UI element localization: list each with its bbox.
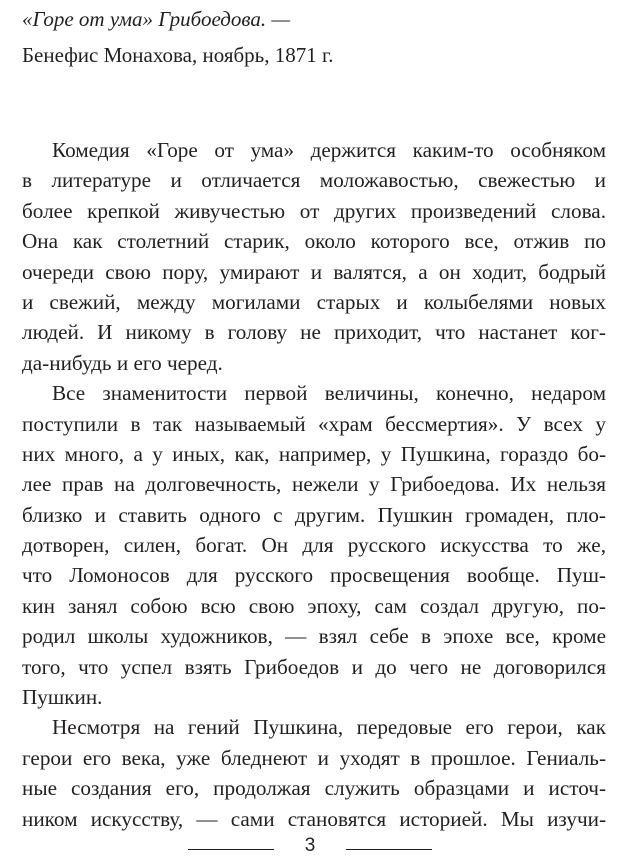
text-line: очереди свою пору, умирают и валятся, а он ходит, бодрый [22, 259, 606, 284]
text-line: Пушкин. [22, 685, 103, 710]
text-line: герои его века, уже бледнеют и уходят в прошлое. Гениаль- [22, 745, 606, 770]
text-line: Она как столетний старик, около которого все, отжив по [22, 229, 606, 254]
text-line: них много, а у иных, как, например, у Пушкина, гораздо бо- [22, 441, 606, 466]
footer-rule-right [346, 849, 432, 850]
text-line: поступили в так называемый «храм бессмертия». У всех у [22, 411, 606, 436]
text-line: Комедия «Горе от ума» держится каким-то особняком [52, 138, 606, 162]
text-line: что Ломоносов для русского просвещения вообще. Пуш- [22, 563, 606, 588]
heading-title-italic: «Горе от ума» Грибоедова. — [22, 7, 291, 31]
text-line: людей. И никому в голову не приходит, что настанет ког- [22, 320, 606, 345]
text-line: близко и ставить одного с другим. Пушкин громаден, пло- [22, 502, 606, 527]
text-line: ником искусству, — сами становятся историей. Мы изучи- [22, 806, 606, 831]
chapter-heading [22, 4, 602, 70]
text-line: того, что успел взять Грибоедов и до чего не договорился [22, 654, 606, 679]
body-text [22, 135, 606, 834]
text-line: и свежий, между могилами старых и колыбелями новых [22, 289, 606, 314]
page-number: 3 [304, 835, 316, 856]
text-line: родил школы художников, — взял себе в эпохе все, кроме [22, 624, 606, 649]
text-line: в литературе и отличается моложавостью, свежестью и [22, 168, 606, 193]
heading-subtitle: Бенефис Монахова, ноябрь, 1871 г. [22, 43, 334, 67]
text-line: дотворен, силен, богат. Он для русского искусства то же, [22, 533, 606, 558]
text-line: более крепкой живучестью от других произведений слова. [22, 198, 606, 223]
text-line: кин занял собою всю свою эпоху, сам создал другую, по- [22, 593, 606, 618]
text-line: ные создания его, продолжая служить образцами и источ- [22, 776, 606, 801]
footer-rule-left [188, 849, 274, 850]
page-footer [0, 832, 620, 862]
text-line: лее прав на долговечность, нежели у Грибоедова. Их нельзя [22, 472, 606, 497]
text-line: Несмотря на гений Пушкина, передовые его герои, как [52, 715, 606, 740]
text-line: Все знаменитости первой величины, конечно, недаром [52, 381, 606, 406]
heading-title [22, 4, 602, 34]
text-line: да-нибудь и его черед. [22, 350, 223, 375]
